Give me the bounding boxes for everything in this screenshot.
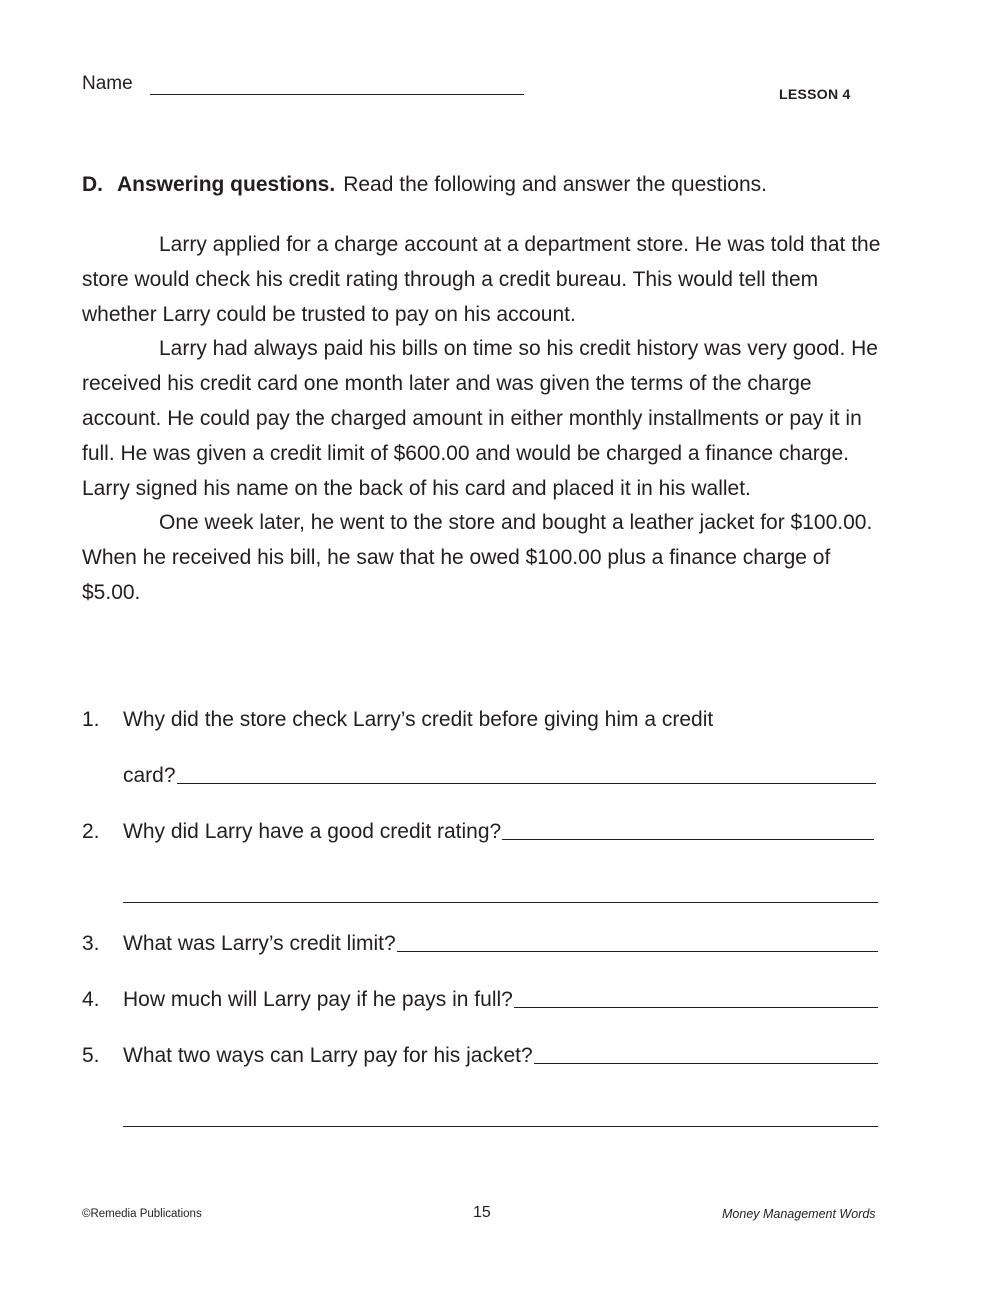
question-1-text-end: card?	[123, 764, 176, 787]
question-5-answer-line[interactable]	[534, 1063, 878, 1064]
lesson-label: LESSON 4	[779, 86, 851, 102]
passage-paragraph-3: One week later, he went to the store and bought a leather jacket for $100.00. When he received his bill, he saw that he owed $100.00 plus a finance charge of $5.00.	[82, 511, 873, 604]
section-title: Answering questions.	[117, 173, 336, 196]
footer-book-title: Money Management Words	[722, 1207, 876, 1221]
name-answer-line[interactable]	[150, 94, 524, 95]
question-4-number: 4.	[82, 988, 100, 1011]
question-4-text: How much will Larry pay if he pays in full?	[123, 988, 513, 1011]
question-3-answer-line[interactable]	[397, 951, 878, 952]
question-5-text: What two ways can Larry pay for his jacket?	[123, 1044, 533, 1067]
question-2	[123, 820, 874, 844]
question-4	[123, 988, 878, 1012]
question-2-answer-line-2[interactable]	[123, 902, 878, 903]
section-heading	[82, 173, 767, 197]
question-2-text: Why did Larry have a good credit rating?	[123, 820, 502, 843]
reading-passage	[82, 228, 882, 611]
question-5-answer-line-2[interactable]	[123, 1126, 878, 1127]
section-instruction: Read the following and answer the questions.	[343, 173, 767, 196]
question-5-number: 5.	[82, 1044, 100, 1067]
question-1-continuation	[123, 764, 876, 788]
question-5	[123, 1044, 878, 1068]
question-3	[123, 932, 878, 956]
question-3-number: 3.	[82, 932, 100, 955]
question-2-number: 2.	[82, 820, 100, 843]
question-2-answer-line[interactable]	[502, 839, 874, 840]
question-1-text: Why did the store check Larry’s credit before giving him a credit	[123, 708, 714, 731]
question-4-answer-line[interactable]	[514, 1007, 878, 1008]
passage-paragraph-2: Larry had always paid his bills on time so his credit history was very good. He received his credit card one month later and was given the terms of the charge account. He could pay the charged amount in either monthly installments or pay it in full. He was given a credit limit of $600.00 and would be charged a finance charge. Larry signed his name on the back of his card and placed it in his wallet.	[82, 337, 878, 500]
question-1-answer-line[interactable]	[177, 783, 876, 784]
question-3-text: What was Larry’s credit limit?	[123, 932, 396, 955]
footer-publisher: ©Remedia Publications	[82, 1208, 202, 1220]
question-1-number: 1.	[82, 708, 100, 731]
section-letter: D.	[82, 173, 103, 196]
name-label: Name	[82, 73, 133, 94]
passage-paragraph-1: Larry applied for a charge account at a department store. He was told that the store would check his credit rating through a credit bureau. This would tell them whether Larry could be trusted to pay on his account.	[82, 233, 881, 326]
footer-page-number: 15	[473, 1204, 491, 1221]
